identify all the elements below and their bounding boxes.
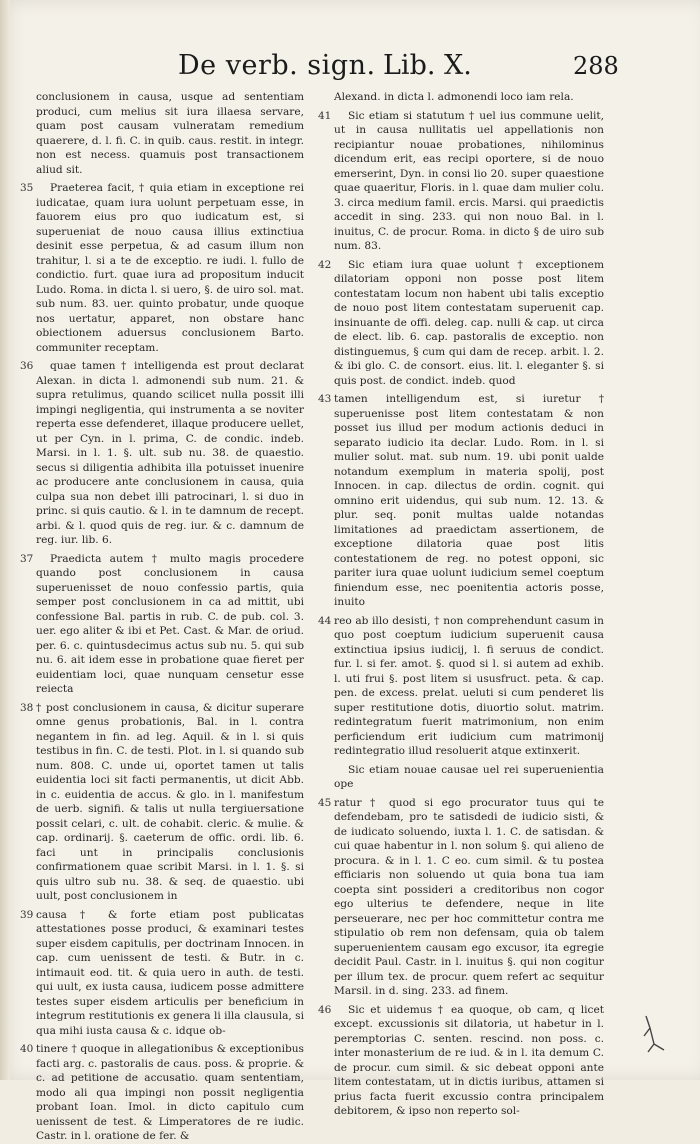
paragraph-text: † post conclusionem in causa, & dicitur superare omne genus probationis, Bal. in l. contra negantem in fin. ad leg. Aquil. & in l. si quis testibus in fin. C. de testi. Plot. in l. si quando sub num. 808. C. unde ui, oportet tamen ut talis euidentia loci sit facti permanentis, ut dicit Abb. in c. euidentia de accus. & glo. in l. manifestum de uerb. signifi. & talis ut nulla tergiuersatione possit celari, c. ult. de cohabit. cleric. & mulie. & cap. ordinarij. §. caeterum de offic. ordi. lib. 6. faci unt in principalis conclusionis confirmationem quae scribit Marsi. in l. 1. §. si quis ultro sub nu. 38. & seq. de quaestio. ubi uult, post conclusionem in bbox=[36, 701, 304, 902]
paragraph bbox=[318, 1003, 604, 1119]
paragraph-text: Sic et uidemus † ea quoque, ob cam, q licet except. excussionis sit dilatoria, ut habetur in l. peremptorias C. senten. rescind. non poss. c. inter monasterium de re iud. & in l. ita demum C. de procur. cum simil. & sic debeat opponi ante litem contestatam, ut in dictis iuribus, attamen si prius facta fuerit excussio contra principalem debitorem, & ipso non reperto sol- bbox=[334, 1003, 604, 1117]
paragraph bbox=[20, 701, 304, 904]
paragraph-text: tinere † quoque in allegationibus & exceptionibus facti arg. c. pastoralis de caus. poss. & proprie. & c. ad petitione de accusatio. quam sententiam, modo ali qua impingi non possit negligentia probant Ioan. Imol. in dicto capitulo cum uenissent de test. & Limperatores de re iudic. Castr. in l. oratione de fer. & bbox=[36, 1043, 304, 1142]
margin-number: 36 bbox=[20, 360, 34, 372]
margin-number: 39 bbox=[20, 908, 34, 921]
paragraph-text: Sic etiam iura quae uolunt † exceptionem dilatoriam opponi non posse post litem contestatam locum non habent ubi talis exceptio de nouo post litem contestatam superuenit cap. insinuante de offi. deleg. cap. nulli & cap. ut circa de elect. lib. 6. cap. pastoralis de exceptio. non distinguemus, § cum qui dam de recep. arbit. l. 2. & ibi glo. C. de consort. eius. lit. l. eleganter §. si quis post. de condict. indeb. quod bbox=[334, 258, 604, 387]
margin-number: 42 bbox=[318, 258, 332, 271]
paragraph-text: Sic etiam si statutum † uel ius commune uelit, ut in causa nullitatis uel appellationis non recipiantur nouae probationes, nihilominus dicendum erit, eas recipi oportere, si de nouo emerserint, Dyn. in consi lio 20. super quaestione quae quaeritur, Floris. in l. quae dam mulier colu. 3. circa medium famil. ercis. Marsi. qui praedictis accedit in sing. 233. qui non nouo Bal. in l. inuitus, C. de procur. Roma. in dicto § de uiro sub num. 83. bbox=[334, 109, 604, 252]
paragraph bbox=[36, 90, 304, 177]
margin-number: 38 bbox=[20, 701, 34, 714]
margin-number: 44 bbox=[318, 614, 332, 627]
paragraph-text: conclusionem in causa, usque ad sententiam produci, cum melius sit iura illaesa servare, quam post causam vulneratam remedium quaerere, d. l. fi. C. in quib. caus. restit. in integr. non est necess. quamuis post transactionem aliud sit. bbox=[36, 91, 304, 176]
paragraph bbox=[334, 90, 604, 105]
paragraph-text: tamen intelligendum est, si iuretur † superuenisse post litem contestatam & non posset ius illud per modum actionis deduci in separato iudicio ita declar. Ludo. Rom. in l. si mulier solut. mat. sub num. 19. ubi ponit ualde notandum exemplum in materia spolij, post Innocen. in cap. dilectus de ordin. cognit. qui omnino erit uidendus, qui sub num. 12. 13. & plur. seq. ponit multas ualde notandas limitationes ad praedictam assertionem, de exceptione dilatoria quae post litis contestationem de reg. no potest opponi, sic pariter iura quae uolunt iudicium semel coeptum finiendum esse, nec poenitentia actoris posse, inuito bbox=[334, 393, 604, 608]
margin-number: 40 bbox=[20, 1043, 34, 1055]
paragraph-text: reo ab illo desisti, † non comprehendunt casum in quo post coeptum iudicium superuenit causa extinctiua ipsius iudicij, l. fi seruus de condict. fur. l. si fer. amot. §. quod si l. si autem ad exhib. l. uti frui §. post litem si ususfruct. peta. & cap. pen. de excess. prelat. ueluti si cum penderet lis super restitutione dotis, diuortio solut. matrim. redintegratum fuerit matrimonium, non enim perficiendum erit iudicium cum matrimonij redintegratio illud resoluerit atque extinxerit. bbox=[334, 614, 604, 757]
left-column bbox=[20, 90, 304, 1142]
paragraph bbox=[318, 796, 604, 999]
paragraph-text: ratur † quod si ego procurator tuus qui te defendebam, pro te satisdedi de iudicio sisti, & de iudicato soluendo, iuxta l. 1. C. de satisdan. & cui quae habentur in l. non solum §. qui alieno de procura. & in l. 1. C eo. cum simil. & tu postea efficiaris non soluendo ut quia bona tua iam coepta sint possideri a creditoribus non cogor ego ulterius te defendere, neque in lite perseuerare, nec per hoc committetur contra me stipulatio ob rem non defensam, quia ob talem superuenientem causam ego excusor, ita egregie decidit Paul. Castr. in l. inuitus §. qui non cogitur per illum tex. de procur. quem refert ac sequitur Marsil. in d. sing. 233. ad finem. bbox=[334, 796, 604, 997]
margin-number: 41 bbox=[318, 109, 332, 122]
margin-number: 35 bbox=[20, 182, 34, 194]
paragraph-text: Sic etiam nouae causae uel rei superuenientia ope bbox=[334, 763, 604, 790]
running-header bbox=[28, 50, 680, 86]
margin-number: 46 bbox=[318, 1003, 332, 1016]
header-title: De verb. sign. bbox=[178, 50, 376, 81]
page-number: 288 bbox=[573, 52, 619, 80]
margin-number: 37 bbox=[20, 552, 34, 565]
paragraph bbox=[20, 908, 304, 1039]
paragraph bbox=[318, 109, 604, 254]
paragraph bbox=[318, 392, 604, 610]
paragraph bbox=[334, 763, 604, 792]
paragraph-text: quae tamen † intelligenda est prout declarat Alexan. in dicta l. admonendi sub num. 21. & supra retulimus, quando scilicet nulla possit illi impingi negligentia, qui instrumenta a se noviter reperta esse defenderet, illaque producere uellet, ut per Cyn. in l. prima, C. de condic. indeb. Marsi. in l. 1. §. ult. sub nu. 38. de quaestio. secus si diligentia adhibita illa potuisset inuenire ac producere ante conclusionem in causa, quia culpa sua non debet illi patrocinari, l. si duo in princ. si quis cautio. & l. in te damnum de recept. arbi. & l. quod quis de reg. iur. & c. damnum de reg. iur. lib. 6. bbox=[36, 360, 304, 546]
ink-mark-icon bbox=[640, 1014, 670, 1054]
paragraph-text: Praeterea facit, † quia etiam in exceptione rei iudicatae, quam iura uolunt perpetuam esse, in fauorem eius pro quo iudicatum est, si superueniat de nouo causa illius extinctiua desinit esse perpetua, & ad casum illum non trahitur, l. si a te de exceptio. re iudi. l. fullo de condictio. furt. quae iura ad propositum inducit Ludo. Roma. in dicta l. si uero, §. de uiro sol. mat. sub num. 83. uer. quinto probatur, unde quoque nos uertatur, apparet, non obstare hanc obiectionem aduersus conclusionem Barto. communiter receptam. bbox=[36, 182, 304, 354]
margin-number: 45 bbox=[318, 796, 332, 809]
paragraph bbox=[318, 258, 604, 389]
page-gutter-shadow bbox=[0, 0, 10, 1080]
paragraph-text: Alexand. in dicta l. admonendi loco iam rela. bbox=[334, 91, 574, 103]
margin-number: 43 bbox=[318, 393, 332, 405]
paragraph bbox=[318, 614, 604, 759]
paragraph bbox=[20, 181, 304, 355]
header-book: Lib. X. bbox=[383, 50, 472, 81]
paragraph bbox=[20, 359, 304, 548]
paragraph-text: causa † & forte etiam post publicatas attestationes posse produci, & examinari testes super eisdem capitulis, per doctrinam Innocen. in cap. cum uenissent de testi. & Butr. in c. intimauit eod. tit. & quia uero in auth. de testi. qui uult, ex iusta causa, iudicem posse admittere testes super eisdem articulis per beneficium in integrum restitutionis ex genera li illa clausula, si qua mihi iusta causa & c. idque ob- bbox=[36, 908, 304, 1037]
paragraph-text: Praedicta autem † multo magis procedere quando post conclusionem in causa superuenisset de nouo confessio partis, quia semper post conclusionem in ca ad mittit, ubi confessione Bal. partis in rub. C. de pub. col. 3. uer. ego aliter & ibi et Pet. Cast. & Mar. de oriud. per. 6. c. quintusdecimus actus sub nu. 5. qui sub nu. 6. ait idem esse in probatione quae fieret per euidentiam loci, quae nunquam censetur esse reiecta bbox=[36, 552, 304, 695]
right-column bbox=[318, 90, 604, 1117]
paragraph bbox=[20, 1042, 304, 1144]
paragraph bbox=[20, 552, 304, 697]
